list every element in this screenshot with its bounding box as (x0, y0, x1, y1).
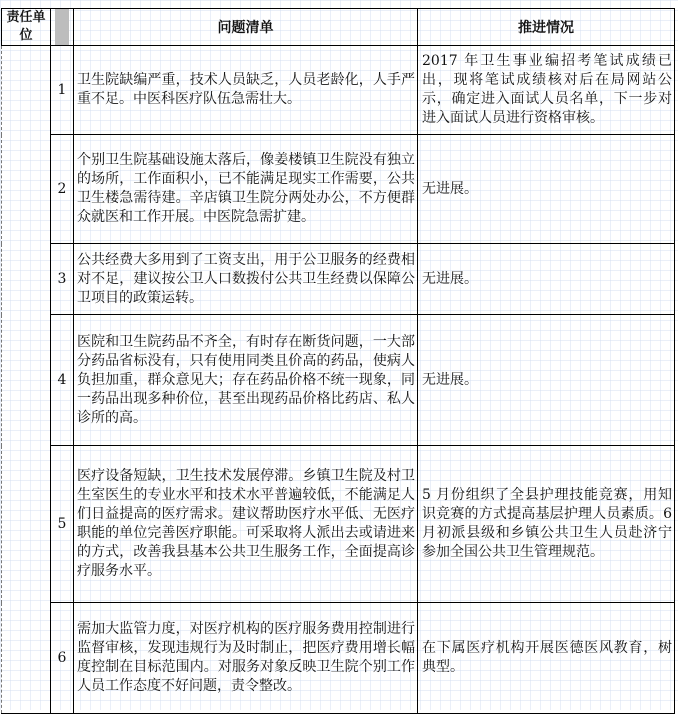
header-num (51, 9, 74, 46)
progress-cell: 2017 年卫生事业编招考笔试成绩已出，现将笔试成绩核对后在局网站公示，确定进入面试人员名单，下一步对进入面试人员进行资格审核。 (418, 46, 675, 135)
progress-cell: 无进展。 (418, 315, 675, 446)
header-question: 问题清单 (74, 9, 418, 46)
question-cell: 医院和卫生院药品不齐全，有时存在断货问题，一大部分药品省标没有，只有使用同类且价高的药品，使病人负担加重，群众意见大；存在药品价格不统一现象，同一药品出现多种价位，甚至出现药品价格比药店、私人诊所的高。 (74, 315, 418, 446)
progress-cell: 无进展。 (418, 244, 675, 315)
header-unit (2, 9, 51, 46)
header-row (2, 9, 675, 46)
question-cell: 卫生院缺编严重，技术人员缺乏，人员老龄化，人手严重不足。中医科医疗队伍急需壮大。 (74, 46, 418, 135)
table-row (2, 135, 675, 244)
row-number: 5 (51, 446, 74, 603)
issue-table (1, 8, 675, 714)
shaded-marker (55, 9, 69, 45)
row-number: 6 (51, 603, 74, 714)
progress-cell: 在下属医疗机构开展医德医风教育，树典型。 (418, 603, 675, 714)
row-number: 3 (51, 244, 74, 315)
question-cell: 需加大监管力度，对医疗机构的医疗服务费用控制进行监督审核，发现违规行为及时制止，把医疗费用增长幅度控制在目标范围内。对服务对象反映卫生院个别工作人员工作态度不好问题，责令整改。 (74, 603, 418, 714)
header-progress: 推进情况 (418, 9, 675, 46)
table-row (2, 46, 675, 135)
question-cell: 个别卫生院基础设施太落后，像姜楼镇卫生院没有独立的场所，工作面积小，已不能满足现实工作需要，公共卫生楼急需待建。辛店镇卫生院分两处办公，不方便群众就医和工作开展。中医院急需扩建。 (74, 135, 418, 244)
table-row (2, 315, 675, 446)
table-row (2, 446, 675, 603)
table-row (2, 603, 675, 714)
header-unit-label: 责任单位 (6, 10, 46, 43)
question-cell: 医疗设备短缺，卫生技术发展停滞。乡镇卫生院及村卫生室医生的专业水平和技术水平普遍较低，不能满足人们日益提高的医疗需求。建议帮助医疗水平低、无医疗职能的单位完善医疗职能。可采取将人派出去或请进来的方式，改善我县基本公共卫生服务工作，全面提高诊疗服务水平。 (74, 446, 418, 603)
table-row (2, 244, 675, 315)
row-number: 4 (51, 315, 74, 446)
question-cell: 公共经费大多用到了工资支出，用于公卫服务的经费相对不足，建议按公卫人口数拨付公共卫生经费以保障公卫项目的政策运转。 (74, 244, 418, 315)
progress-cell: 无进展。 (418, 135, 675, 244)
responsible-unit-cell (2, 46, 51, 714)
row-number: 2 (51, 135, 74, 244)
progress-cell: 5 月份组织了全县护理技能竞赛，用知识竞赛的方式提高基层护理人员素质。6 月初派县级和乡镇公共卫生人员赴济宁参加全国公共卫生管理规范。 (418, 446, 675, 603)
row-number: 1 (51, 46, 74, 135)
